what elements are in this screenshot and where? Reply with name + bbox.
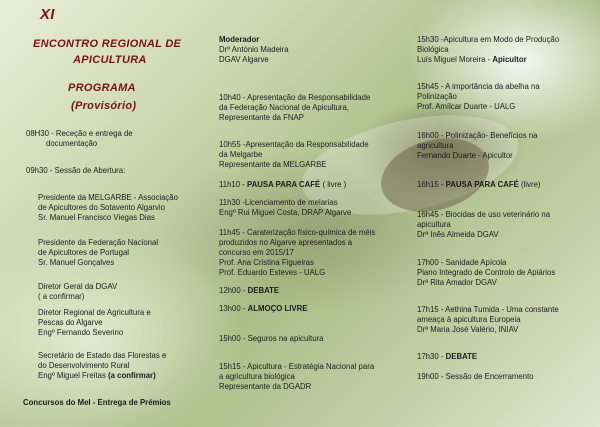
item-1200-title: DEBATE xyxy=(247,286,280,295)
item-1600-line2: agricultura xyxy=(417,141,454,150)
item-1055-line3: Representante da MELGARBE xyxy=(219,160,327,169)
speaker-2-line1: Presidente da Federação Nacional xyxy=(38,238,159,247)
item-1040-line1: 10h40 - Apresentação da Responsabilidade xyxy=(219,93,371,102)
speaker-5-confirm: (a confirmar) xyxy=(108,371,156,380)
item-1545-line3: Prof. Amílcar Duarte - UALG xyxy=(417,102,516,111)
item-1515-line2: a agricultura biológica xyxy=(219,372,295,381)
item-1515-line3: Representante da DGADR xyxy=(219,382,312,391)
speaker-5-line2: do Desenvolvimento Rural xyxy=(38,361,130,370)
item-1730-time: 17h30 - xyxy=(417,352,444,361)
item-1200-time: 12h00 - xyxy=(219,286,246,295)
programa-heading: PROGRAMA xyxy=(68,82,136,94)
speaker-5-line3 xyxy=(38,371,156,380)
item-1055-line2: da Melgarbe xyxy=(219,150,263,159)
item-1545-line2: Polinização xyxy=(417,92,457,101)
item-1900: 19h00 - Sessão de Encerramento xyxy=(417,372,534,381)
item-1110-title: PAUSA PARA CAFÉ xyxy=(247,180,321,189)
speaker-4-line3: Engº Fernando Severino xyxy=(38,328,124,337)
item-1500: 15h00 - Seguros na apicultura xyxy=(219,334,324,343)
speaker-1-line3: Sr. Manuel Francisco Viegas Dias xyxy=(38,213,155,222)
moderator-name: Drº António Madeira xyxy=(219,45,289,54)
item-1200 xyxy=(219,286,279,295)
item-1110-time: 11h10 - xyxy=(219,180,245,189)
speaker-1-line1: Presidente da MELGARBE - Associação xyxy=(38,193,178,202)
item-1715-line3: Drª Maria José Valério, INIAV xyxy=(417,325,519,334)
speaker-3-line2: ( a confirmar) xyxy=(38,292,85,301)
item-1130-line1: 11h30 -Licenciamento de melarias xyxy=(219,198,338,207)
speaker-3-line1: Diretor Geral da DGAV xyxy=(38,282,118,291)
item-1600-line1: 16h00 - Polinização- Benefícios na xyxy=(417,131,538,140)
speaker-1-line2: de Apicultores do Sotavento Algarvio xyxy=(38,203,165,212)
schedule-0930: 09h30 - Sessão de Abertura: xyxy=(26,166,126,175)
item-1645-line3: Drª Inês Almeida DGAV xyxy=(417,230,499,239)
item-1530-speaker: Luís Miguel Moreira - xyxy=(417,55,491,64)
edition-number: XI xyxy=(40,6,55,23)
speaker-5-name: Engº Miguel Freitas xyxy=(38,371,106,380)
item-1130-line2: Engº Rui Miguel Costa, DRAP Algarve xyxy=(219,208,352,217)
item-1545-line1: 15h45 - A importância da abelha na xyxy=(417,82,540,91)
item-1730-title: DEBATE xyxy=(445,352,478,361)
item-1145-line2: produzidos no Algarve apresentados a xyxy=(219,238,353,247)
item-1715-line1: 17h15 - Aethina Tumida - Uma constante xyxy=(417,305,559,314)
schedule-0830-line2: documentação xyxy=(46,139,98,148)
item-1530-line2: Biológica xyxy=(417,45,449,54)
speaker-5-line1: Secretário de Estado das Florestas e xyxy=(38,351,167,360)
item-1145-line4: Prof. Ana Cristina Figueiras xyxy=(219,258,314,267)
speaker-4-line2: Pescas do Algarve xyxy=(38,318,103,327)
item-1300-time: 13h00 - xyxy=(219,304,246,313)
contest-awards: Concursos do Mel - Entrega de Prémios xyxy=(23,398,171,407)
item-1145-line5: Prof. Eduardo Esteves - UALG xyxy=(219,268,326,277)
item-1645-line1: 16h45 - Biocidas de uso veterinário na xyxy=(417,210,551,219)
item-1145-line1: 11h45 - Caraterização físico-química de méis xyxy=(219,228,376,237)
item-1055-line1: 10h55 -Apresentação da Responsabilidade xyxy=(219,140,369,149)
item-1615-note: (livre) xyxy=(521,180,541,189)
item-1300-title: ALMOÇO LIVRE xyxy=(247,304,308,313)
item-1615-time: 16h15 - xyxy=(417,180,444,189)
event-title-line1: ENCONTRO REGIONAL DE xyxy=(33,38,182,50)
item-1615 xyxy=(417,180,541,189)
item-1145-line3: concurso em 2015/17 xyxy=(219,248,294,257)
item-1700-line2: Piano Integrado de Controlo de Apiários xyxy=(417,268,556,277)
provisorio-heading: (Provisório) xyxy=(71,100,137,112)
moderator-label: Moderador xyxy=(219,35,260,44)
item-1530-line3 xyxy=(417,55,527,64)
moderator-org: DGAV Algarve xyxy=(219,55,269,64)
item-1040-line2: da Federação Nacional de Apicultura, xyxy=(219,103,350,112)
speaker-2-line3: Sr. Manuel Gonçalves xyxy=(38,258,115,267)
speaker-2-line2: de Apicultores de Portugal xyxy=(38,248,130,257)
schedule-0830-line1: 08H30 - Receção e entrega de xyxy=(26,129,133,138)
item-1515-line1: 15h15 - Apicultura - Estratégia Nacional para xyxy=(219,362,375,371)
speaker-4-line1: Diretor Regional de Agricultura e xyxy=(38,308,151,317)
item-1600-line3: Fernando Duarte - Apicultor xyxy=(417,151,513,160)
item-1530-line1: 15h30 -Apicultura em Modo de Produção xyxy=(417,35,560,44)
item-1700-line3: Drª Rita Amador DGAV xyxy=(417,278,497,287)
item-1730 xyxy=(417,352,477,361)
item-1530-role: Apicultor xyxy=(492,55,527,64)
item-1040-line3: Representante da FNAP xyxy=(219,113,304,122)
item-1645-line2: apicultura xyxy=(417,220,451,229)
event-title-line2: APICULTURA xyxy=(73,54,147,66)
item-1110 xyxy=(219,180,346,189)
item-1300 xyxy=(219,304,307,313)
item-1700-line1: 17h00 - Sanidade Apícola xyxy=(417,258,507,267)
item-1110-note: ( livre ) xyxy=(322,180,347,189)
item-1615-title: PAUSA PARA CAFÉ xyxy=(445,180,519,189)
item-1715-line2: ameaça à apicultura Europeia xyxy=(417,315,521,324)
